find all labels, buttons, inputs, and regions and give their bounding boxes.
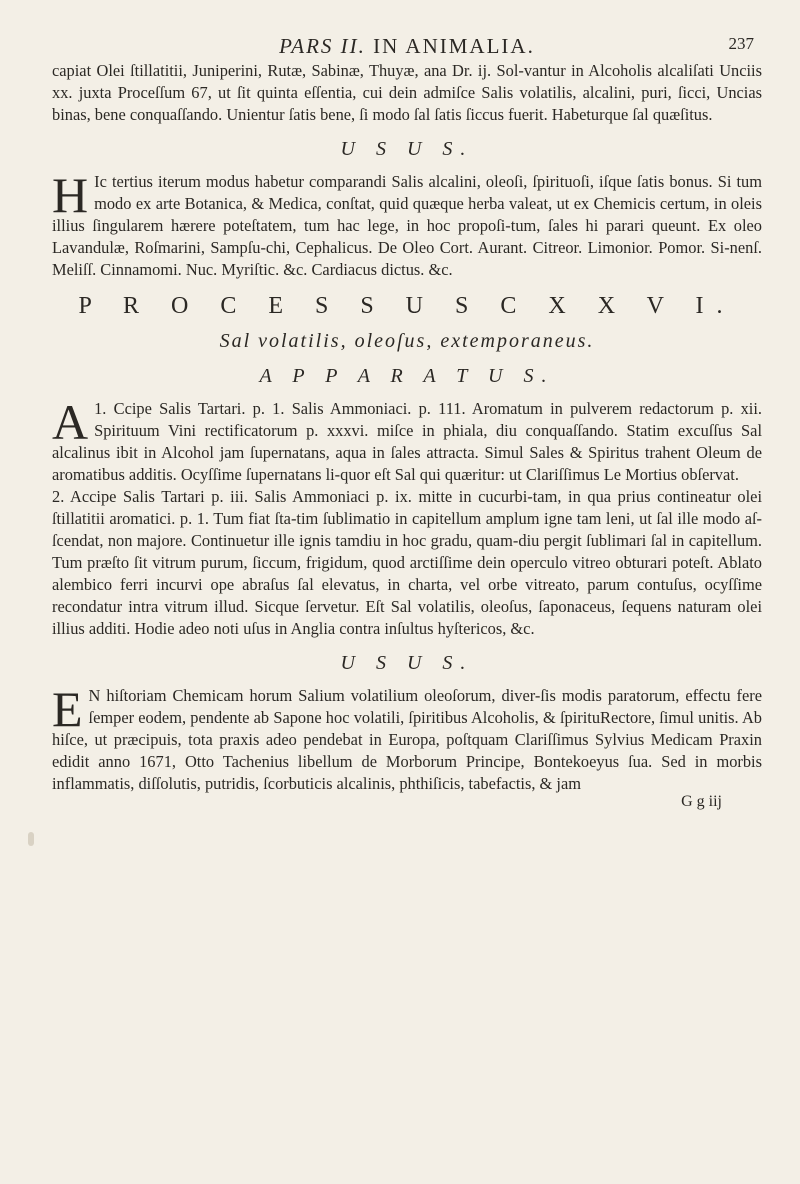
running-head-part: PARS II. — [279, 34, 366, 58]
usus-paragraph-2 — [52, 681, 762, 795]
usus-paragraph — [52, 167, 762, 281]
usus-heading-2: U S U S. — [340, 652, 474, 674]
usus-text: Ic tertius iterum modus habetur comparandi Salis alcalini, oleoſi, ſpirituoſi, iſque ſatis bonus. Si tum modo ex arte Botanica, & Medica, conſtat, quid quæque herba valeat, ut ex Chemicis certum, in oleis illius ſingularem hærere poteſtatem, tum hac lege, in hoc propoſi-tum, ſales hi parari queunt. Ex oleo Lavandulæ, Roſmarini, Sampſu-chi, Cephalicus. De Oleo Cort. Aurant. Citreor. Limonior. Pomor. Si-nenſ. Meliſſ. Cinnamomi. Nuc. Myriſtic. &c. Cardiacus dictus. &c. — [52, 172, 762, 279]
item-number: 1. — [94, 399, 107, 418]
drop-cap: A — [52, 394, 89, 450]
usus-2-text: N hiſtoriam Chemicam horum Salium volatilium oleoſorum, diver-ſis modis paratorum, effectu fere ſemper eodem, pendente ab Sapone hoc volatili, ſpiritibus Alcoholis, & ſpirituRectore, ſimul unitis. Ab hiſce, ut præcipuis, tota praxis adeo pendebat in Europa, poſtquam Clariſſimus Sylvius Medicam Praxin edidit anno 1671, Otto Tachenius libellum de Morborum Principe, Bontekoeyus ſua. Sed in morbis inflammatis, diſſolutis, putridis, ſcorbuticis alcalinis, phthiſicis, tabefactis, & jam — [52, 686, 762, 793]
drop-cap: H — [52, 167, 89, 223]
page-number: 237 — [728, 34, 754, 53]
apparatus-item-1 — [52, 394, 762, 486]
apparatus-item-2: 2. Accipe Salis Tartari p. iii. Salis Ammoniaci p. ix. mitte in cucurbi-tam, in qua prius contineatur olei ſtillatitii aromatici. p. 1. Tum fiat ſta-tim ſublimatio in capitellum amplum igne tam leni, ut ſal ille modo aſ-ſcendat, non majore. Continuetur ille ignis tamdiu in hoc gradu, quam-diu pergit ſublimari ſal in capitellum. Tum præſto ſit vitrum purum, ſiccum, frigidum, quod arctiſſime dein operculo vitreo obturari poteſt. Ablato alembico ferri incurvi ope abraſus ſal elevatus, in charta, vel orbe vitreato, parum contuſus, ocyſſime recondatur intra vitrum illud. Sicque ſervetur. Eſt Sal volatilis, oleoſus, ſaponaceus, ſequens naturam olei illius additi. Hodie adeo noti uſus in Anglia contra inſultus hyſtericos, &c. — [52, 487, 762, 638]
process-heading: P R O C E S S U S C X X V I. — [78, 293, 736, 319]
signature-mark: G g iij — [681, 793, 722, 810]
paper-stain — [28, 832, 34, 846]
running-head — [52, 34, 762, 60]
running-head-section: IN ANIMALIA. — [373, 34, 535, 58]
usus-heading: U S U S. — [340, 138, 474, 160]
intro-paragraph: capiat Olei ſtillatitii, Juniperini, Rutæ, Sabinæ, Thuyæ, ana Dr. ij. Sol-vantur in Alcoholis alcaliſati Unciis xx. juxta Proceſſum 67, ut ſit quinta eſſentia, cui dein admiſce Salis volatilis, alcalini, puri, ſicci, Uncias binas, bene conquaſſando. Unientur ſatis bene, ſi modo ſal ſatis ſiccus fuerit. Habeturque ſal quæſitus. — [52, 61, 762, 124]
process-subtitle: Sal volatilis, oleoſus, extemporaneus. — [219, 330, 595, 352]
drop-cap: E — [52, 681, 83, 737]
item-1-text: Ccipe Salis Tartari. p. 1. Salis Ammoniaci. p. 111. Aromatum in pulverem redactorum p. xii. Spirituum Vini rectificatorum p. xxxvi. miſce in phiala, diu conquaſſando. Statim excuſſus Sal alcalinus ibit in Alcohol jam ſupernatans, aqua in ſales attracta. Simul Sales & Spiritus trahent Oleum de aromatibus additis. Ocyſſime ſupernatans li-quor eſt Sal qui quæritur: ut Clariſſimus Le Mortius obſervat. — [52, 399, 762, 484]
apparatus-heading: A P P A R A T U S. — [259, 365, 555, 387]
